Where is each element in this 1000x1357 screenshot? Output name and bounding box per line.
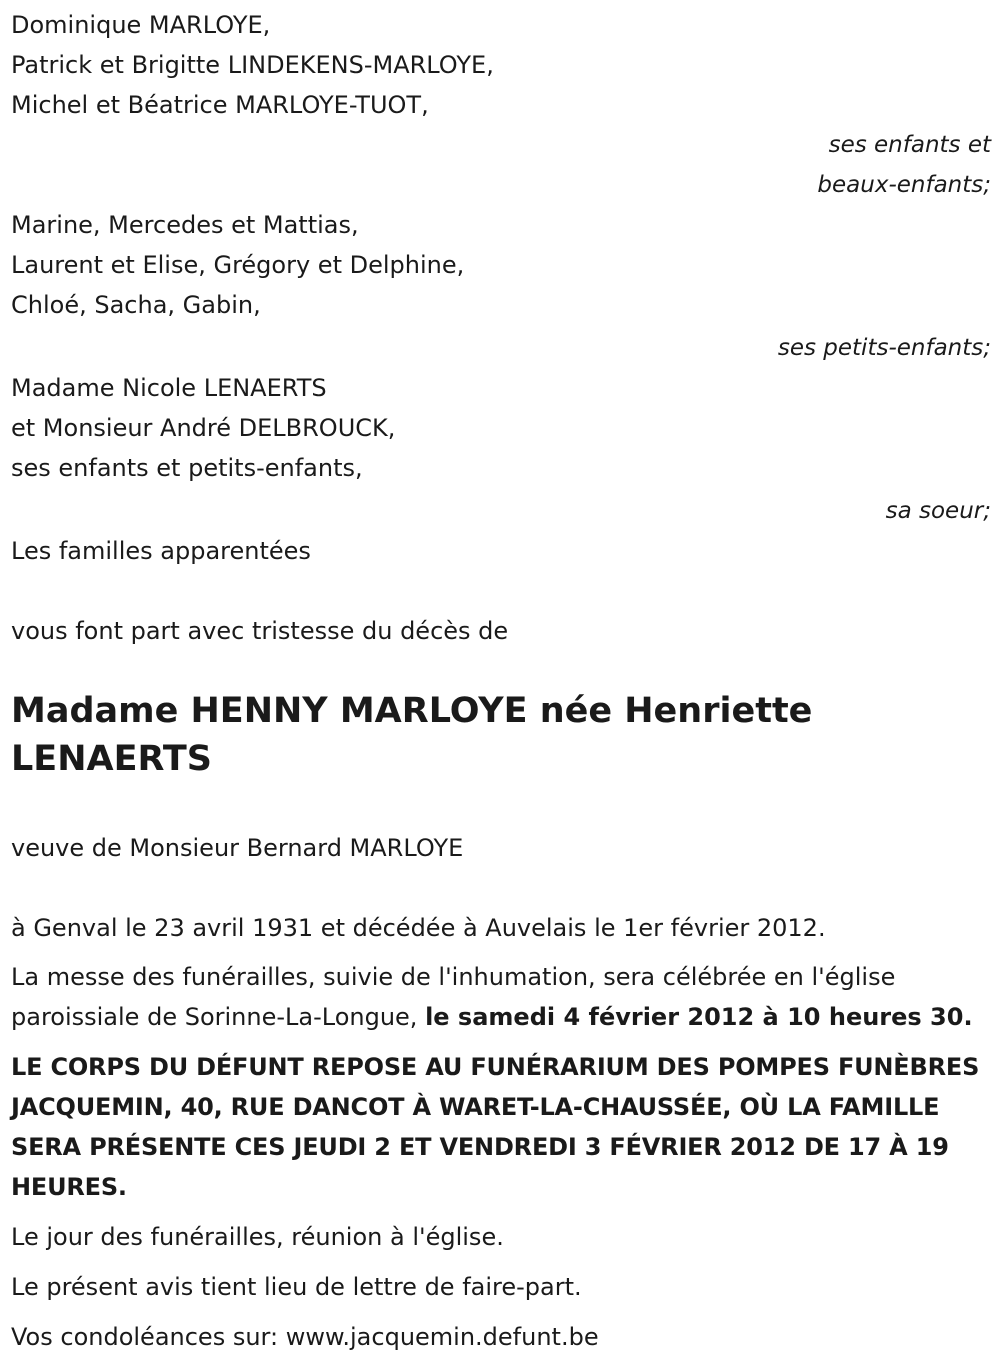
- family-line: Marine, Mercedes et Mattias,: [11, 211, 359, 239]
- family-line: Patrick et Brigitte LINDEKENS-MARLOYE,: [11, 51, 494, 79]
- relation-label: sa soeur;: [885, 498, 991, 524]
- relation-label: ses petits-enfants;: [777, 335, 991, 361]
- family-line: ses enfants et petits-enfants,: [11, 454, 363, 482]
- meeting-line: Le jour des funérailles, réunion à l'église.: [11, 1223, 504, 1251]
- mass-date: le samedi 4 février 2012 à 10 heures 30.: [425, 1003, 973, 1031]
- mass-text: La messe des funérailles, suivie de l'inhumation, sera célébrée en l'église paroissiale de Sorinne-La-Longue,: [11, 963, 896, 1031]
- family-line: Madame Nicole LENAERTS: [11, 374, 327, 402]
- families-line: Les familles apparentées: [11, 537, 311, 565]
- funerarium-paragraph: LE CORPS DU DÉFUNT REPOSE AU FUNÉRARIUM DES POMPES FUNÈBRES JACQUEMIN, 40, RUE DANCOT À WARET-LA-CHAUSSÉE, OÙ LA FAMILLE SERA PRÉSENTE CES JEUDI 2 ET VENDREDI 3 FÉVRIER 2012 DE 17 À 19 HEURES.: [11, 1053, 980, 1201]
- family-line: Michel et Béatrice MARLOYE-TUOT,: [11, 91, 429, 119]
- condolences-line: Vos condoléances sur: www.jacquemin.defunt.be: [11, 1323, 599, 1351]
- deceased-name: [11, 687, 991, 783]
- grandchildren-group: [11, 205, 991, 368]
- family-line: Chloé, Sacha, Gabin,: [11, 291, 261, 319]
- deceased-name-line1: Madame HENNY MARLOYE née Henriette: [11, 691, 813, 731]
- sister-group: [11, 368, 991, 531]
- announcement-line: vous font part avec tristesse du décès de: [11, 617, 509, 645]
- family-line: et Monsieur André DELBROUCK,: [11, 414, 396, 442]
- widow-line: veuve de Monsieur Bernard MARLOYE: [11, 834, 464, 862]
- notice-line: Le présent avis tient lieu de lettre de faire-part.: [11, 1273, 582, 1301]
- deceased-name-line2: LENAERTS: [11, 739, 212, 779]
- obituary-page: [11, 0, 991, 1357]
- relation-label: beaux-enfants;: [817, 172, 991, 198]
- mass-paragraph: [11, 957, 991, 1037]
- family-line: Laurent et Elise, Grégory et Delphine,: [11, 251, 465, 279]
- family-line: Dominique MARLOYE,: [11, 11, 271, 39]
- children-group: [11, 5, 991, 205]
- birth-death-line: à Genval le 23 avril 1931 et décédée à Auvelais le 1er février 2012.: [11, 914, 826, 942]
- relation-label: ses enfants et: [828, 132, 991, 158]
